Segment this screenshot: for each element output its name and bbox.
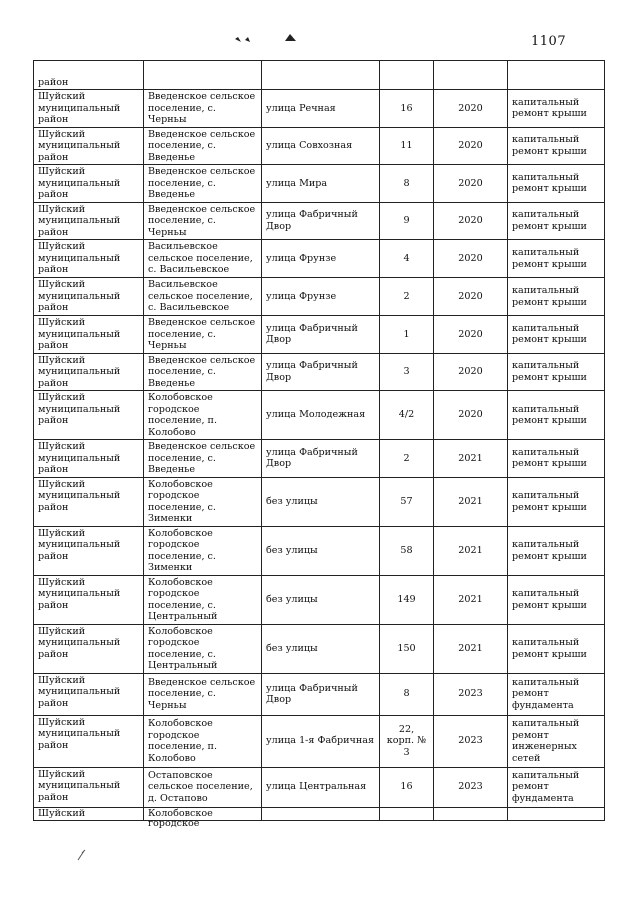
district-cell: Шуйский муниципальный район bbox=[34, 353, 144, 391]
capital-repair-table bbox=[33, 60, 605, 829]
table-row bbox=[34, 477, 605, 526]
work-type-cell: капитальный ремонт крыши bbox=[508, 477, 605, 526]
year-cell: 2020 bbox=[434, 391, 508, 440]
year-cell: 2020 bbox=[434, 353, 508, 391]
year-cell: 2021 bbox=[434, 624, 508, 673]
street-cell: улица Фабричный Двор bbox=[262, 202, 380, 240]
settlement-cell: Введенское сельское поселение, с. Введенье bbox=[144, 165, 262, 203]
street-cell: улица Мира bbox=[262, 165, 380, 203]
table-row bbox=[34, 90, 605, 128]
district-cell: Шуйский муниципальный район bbox=[34, 127, 144, 165]
scan-speck-icon bbox=[76, 848, 88, 862]
house-number-cell: 16 bbox=[380, 767, 434, 807]
year-cell: 2021 bbox=[434, 575, 508, 624]
work-type-cell: капитальный ремонт крыши bbox=[508, 316, 605, 354]
table-row bbox=[34, 440, 605, 478]
year-cell: 2023 bbox=[434, 673, 508, 715]
district-cell: Шуйский bbox=[38, 807, 86, 819]
settlement-cell: Введенское сельское поселение, с. Черньы bbox=[144, 202, 262, 240]
district-cell: Шуйский муниципальный район bbox=[34, 240, 144, 278]
street-cell: улица Фабричный Двор bbox=[262, 673, 380, 715]
house-number-cell: 2 bbox=[380, 278, 434, 316]
settlement-cell: Колобовское городское поселение, п. Колобово bbox=[144, 391, 262, 440]
work-type-cell: капитальный ремонт крыши bbox=[508, 278, 605, 316]
settlement-cell: Введенское сельское поселение, с. Черньы bbox=[144, 90, 262, 128]
house-number-cell: 3 bbox=[380, 353, 434, 391]
settlement-cell: Колобовское городское поселение, п. Колобово bbox=[144, 715, 262, 767]
year-cell: 2020 bbox=[434, 202, 508, 240]
house-number-cell: 9 bbox=[380, 202, 434, 240]
year-cell: 2021 bbox=[434, 526, 508, 575]
year-cell: 2021 bbox=[434, 440, 508, 478]
settlement-cell: Колобовское городское поселение, с. Зименки bbox=[144, 477, 262, 526]
work-type-cell: капитальный ремонт крыши bbox=[508, 440, 605, 478]
street-cell: без улицы bbox=[262, 526, 380, 575]
district-cell: Шуйский муниципальный район bbox=[34, 526, 144, 575]
table-row bbox=[34, 715, 605, 767]
district-cell: Шуйский муниципальный район bbox=[34, 440, 144, 478]
work-type-cell: капитальный ремонт крыши bbox=[508, 90, 605, 128]
street-cell: улица Фрунзе bbox=[262, 240, 380, 278]
street-cell: улица 1-я Фабричная bbox=[262, 715, 380, 767]
street-cell: без улицы bbox=[262, 575, 380, 624]
work-type-cell: капитальный ремонт крыши bbox=[508, 391, 605, 440]
table-row bbox=[34, 391, 605, 440]
work-type-cell: капитальный ремонт крыши bbox=[508, 202, 605, 240]
work-type-cell: капитальный ремонт крыши bbox=[508, 526, 605, 575]
work-type-cell: капитальный ремонт крыши bbox=[508, 624, 605, 673]
house-number-cell: 58 bbox=[380, 526, 434, 575]
settlement-cell: Введенское сельское поселение, с. Введенье bbox=[144, 353, 262, 391]
table-row bbox=[34, 673, 605, 715]
table-row bbox=[34, 240, 605, 278]
table-row bbox=[34, 202, 605, 240]
district-cell: Шуйский муниципальный район bbox=[34, 575, 144, 624]
work-type-cell: капитальный ремонт фундамента bbox=[508, 673, 605, 715]
district-cell: Шуйский муниципальный район bbox=[34, 278, 144, 316]
street-cell: улица Центральная bbox=[262, 767, 380, 807]
table-row bbox=[34, 127, 605, 165]
district-cell: район bbox=[34, 61, 144, 90]
house-number-cell: 4/2 bbox=[380, 391, 434, 440]
settlement-cell: Колобовское городское поселение, с. Зименки bbox=[144, 526, 262, 575]
street-cell: без улицы bbox=[262, 477, 380, 526]
table-row bbox=[34, 353, 605, 391]
street-cell: улица Молодежная bbox=[262, 391, 380, 440]
work-type-cell: капитальный ремонт крыши bbox=[508, 353, 605, 391]
work-type-cell: капитальный ремонт крыши bbox=[508, 165, 605, 203]
work-type-cell: капитальный ремонт крыши bbox=[508, 240, 605, 278]
settlement-cell: Васильевское сельское поселение, с. Васильевское bbox=[144, 240, 262, 278]
table-row bbox=[34, 767, 605, 807]
table-row bbox=[34, 165, 605, 203]
settlement-cell: Васильевское сельское поселение, с. Васильевское bbox=[144, 278, 262, 316]
house-number-cell: 8 bbox=[380, 165, 434, 203]
house-number-cell: 4 bbox=[380, 240, 434, 278]
work-type-cell: капитальный ремонт инженерных сетей bbox=[508, 715, 605, 767]
street-cell: улица Фабричный Двор bbox=[262, 353, 380, 391]
district-cell: Шуйский муниципальный район bbox=[34, 391, 144, 440]
house-number-cell: 16 bbox=[380, 90, 434, 128]
settlement-cell: Введенское сельское поселение, с. Черньы bbox=[144, 316, 262, 354]
work-type-cell: капитальный ремонт крыши bbox=[508, 575, 605, 624]
year-cell: 2021 bbox=[434, 477, 508, 526]
table-row bbox=[34, 575, 605, 624]
year-cell: 2020 bbox=[434, 240, 508, 278]
year-cell: 2020 bbox=[434, 316, 508, 354]
table-row bbox=[34, 526, 605, 575]
district-cell: Шуйский муниципальный район bbox=[34, 715, 144, 767]
district-cell: Шуйский муниципальный район bbox=[34, 165, 144, 203]
settlement-cell: Остаповское сельское поселение, д. Остапово bbox=[144, 767, 262, 807]
street-cell: улица Совхозная bbox=[262, 127, 380, 165]
street-cell: без улицы bbox=[262, 624, 380, 673]
settlement-cell: Введенское сельское поселение, с. Черньы bbox=[144, 673, 262, 715]
year-cell: 2020 bbox=[434, 278, 508, 316]
house-number-cell: 150 bbox=[380, 624, 434, 673]
street-cell: улица Фрунзе bbox=[262, 278, 380, 316]
house-number-cell: 8 bbox=[380, 673, 434, 715]
house-number-cell: 11 bbox=[380, 127, 434, 165]
district-cell: Шуйский муниципальный район bbox=[34, 767, 144, 807]
table-row-cut bbox=[34, 807, 605, 820]
table-row bbox=[34, 278, 605, 316]
year-cell: 2020 bbox=[434, 90, 508, 128]
settlement-cell: Колобовское городское bbox=[148, 807, 213, 829]
street-cell: улица Речная bbox=[262, 90, 380, 128]
district-cell: Шуйский муниципальный район bbox=[34, 477, 144, 526]
settlement-cell: Введенское сельское поселение, с. Введенье bbox=[144, 127, 262, 165]
house-number-cell: 1 bbox=[380, 316, 434, 354]
district-cell: Шуйский муниципальный район bbox=[34, 90, 144, 128]
work-type-cell: капитальный ремонт крыши bbox=[508, 127, 605, 165]
street-cell: улица Фабричный Двор bbox=[262, 440, 380, 478]
year-cell: 2023 bbox=[434, 715, 508, 767]
house-number-cell: 57 bbox=[380, 477, 434, 526]
house-number-cell: 149 bbox=[380, 575, 434, 624]
year-cell: 2020 bbox=[434, 165, 508, 203]
table-continuation-row bbox=[34, 61, 605, 90]
district-cell: Шуйский муниципальный район bbox=[34, 316, 144, 354]
table-row bbox=[34, 624, 605, 673]
year-cell: 2020 bbox=[434, 127, 508, 165]
settlement-cell: Колобовское городское поселение, с. Центральный bbox=[144, 575, 262, 624]
work-type-cell: капитальный ремонт фундамента bbox=[508, 767, 605, 807]
page-number: 1107 bbox=[531, 34, 567, 49]
district-cell: Шуйский муниципальный район bbox=[34, 624, 144, 673]
settlement-cell: Введенское сельское поселение, с. Введенье bbox=[144, 440, 262, 478]
scan-artifact-marks bbox=[233, 32, 303, 46]
table-row bbox=[34, 316, 605, 354]
house-number-cell: 22, корп. № 3 bbox=[380, 715, 434, 767]
district-cell: Шуйский муниципальный район bbox=[34, 673, 144, 715]
year-cell: 2023 bbox=[434, 767, 508, 807]
settlement-cell: Колобовское городское поселение, с. Центральный bbox=[144, 624, 262, 673]
street-cell: улица Фабричный Двор bbox=[262, 316, 380, 354]
house-number-cell: 2 bbox=[380, 440, 434, 478]
district-cell: Шуйский муниципальный район bbox=[34, 202, 144, 240]
